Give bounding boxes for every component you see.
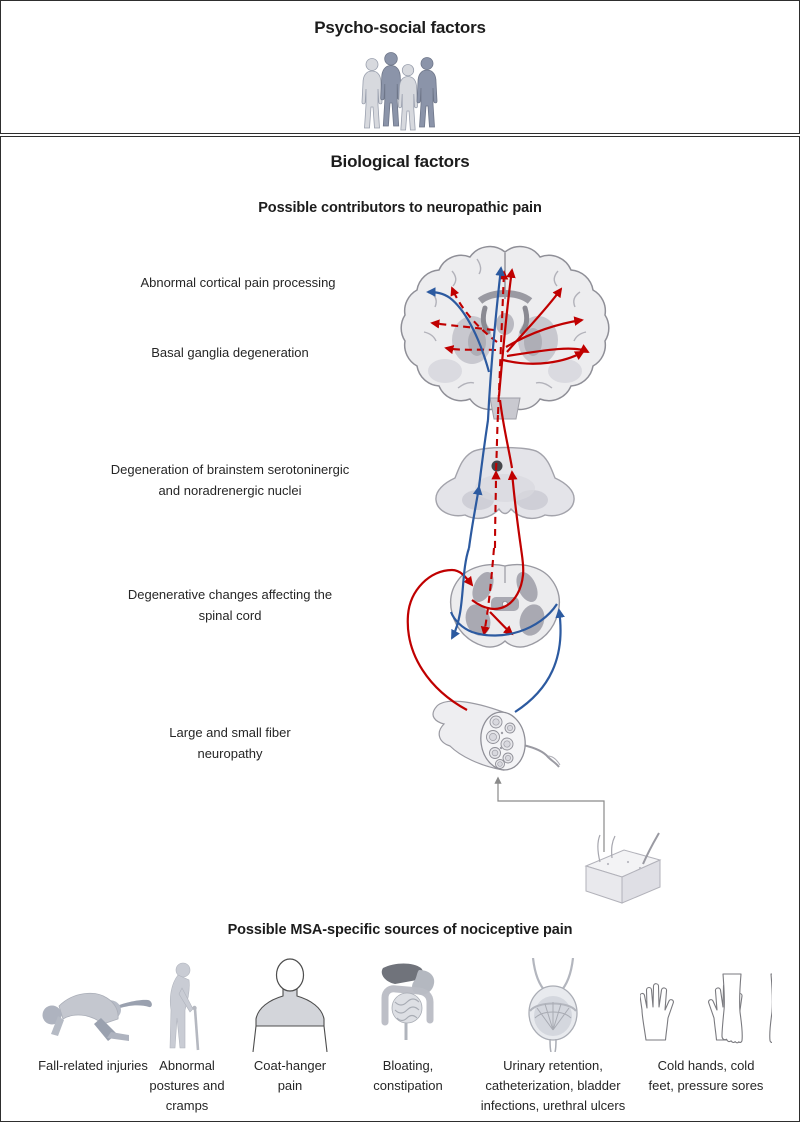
people-group-icon xyxy=(355,49,447,131)
source-item-cold-extremities: Cold hands, cold feet, pressure sores xyxy=(645,956,767,1096)
psychosocial-title: Psycho-social factors xyxy=(314,18,486,37)
fallen-person-icon xyxy=(33,960,153,1052)
contributor-label-neuropathy: Large and small fiber neuropathy xyxy=(169,725,291,761)
psychosocial-section xyxy=(0,0,800,134)
stooped-person-cane-icon xyxy=(156,960,218,1052)
biological-title: Biological factors xyxy=(330,152,470,171)
skin-illustration xyxy=(586,833,660,903)
source-item-falls: Fall-related injuries xyxy=(34,956,152,1076)
hands-and-feet-icon xyxy=(640,966,772,1052)
source-item-bloating: Bloating, constipation xyxy=(352,956,464,1096)
brainstem-illustration xyxy=(436,448,574,519)
coat-hanger-pain-icon xyxy=(247,958,333,1052)
contributor-label-cortical: Abnormal cortical pain processing xyxy=(140,275,336,290)
peripheral-nerve-illustration xyxy=(433,701,560,773)
abdominal-organs-icon xyxy=(373,960,443,1052)
source-item-urinary: Urinary retention, catheterization, bladder infections, urethral ulcers xyxy=(460,956,646,1116)
contributor-label-brainstem: Degeneration of brainstem serotoninergic and noradrenergic nuclei xyxy=(110,462,350,498)
source-item-postures: Abnormal postures and cramps xyxy=(138,956,236,1116)
contributor-label-basal-ganglia: Basal ganglia degeneration xyxy=(151,345,309,360)
neuraxis-diagram xyxy=(340,245,700,905)
source-item-coat-hanger: Coat-hanger pain xyxy=(240,956,340,1096)
neuropathic-heading: Possible contributors to neuropathic pain xyxy=(258,200,542,216)
contributor-label-spinal-cord: Degenerative changes affecting the spinal cord xyxy=(127,587,333,623)
skin-connector-line xyxy=(498,778,604,852)
nociceptive-heading: Possible MSA-specific sources of nociceptive pain xyxy=(227,922,573,938)
bladder-icon xyxy=(522,958,584,1052)
